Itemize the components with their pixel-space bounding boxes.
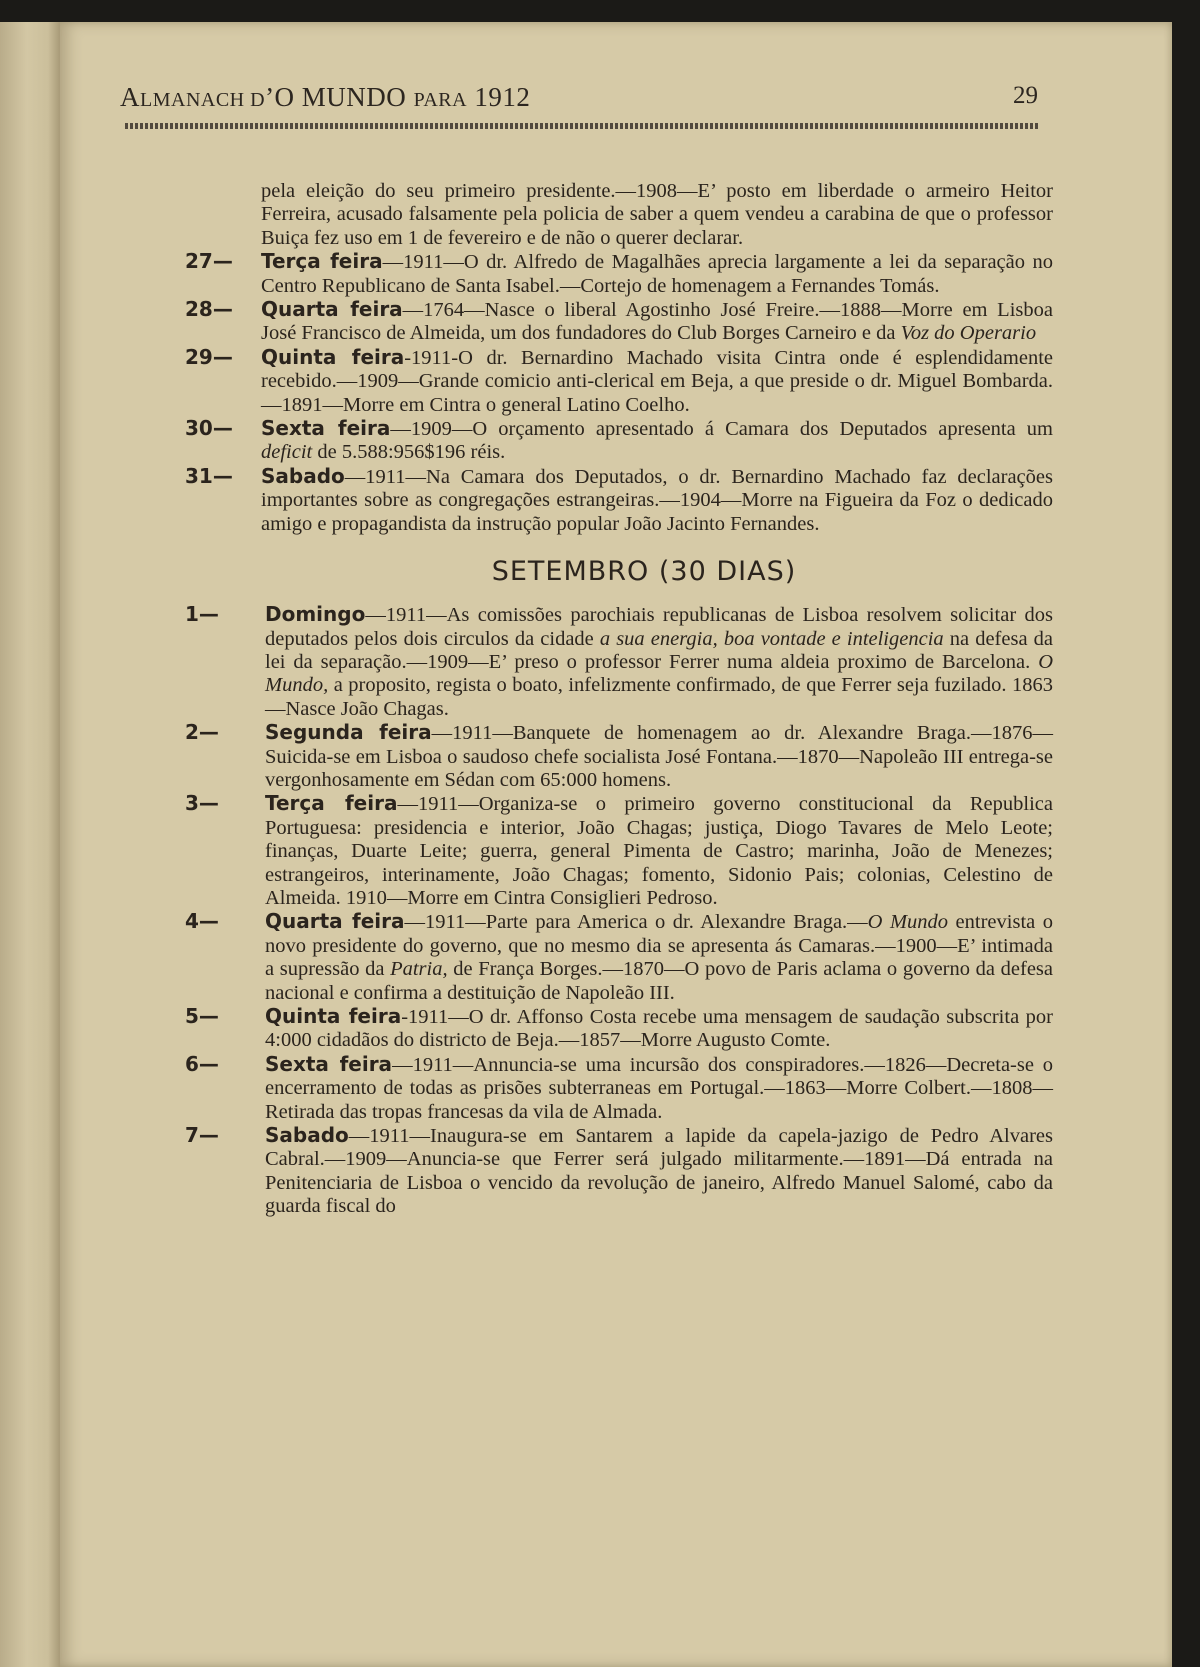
entry-text-after: entrevista o novo presidente do governo, que no mesmo dia se apresenta ás Camaras.—1900—E’ intimada a supressão da [265, 911, 1053, 981]
september-entries [185, 603, 1053, 1219]
running-title-mundo: ’O MUNDO [265, 82, 414, 112]
entry-italic: O Mundo [867, 911, 949, 934]
day-number: 2— [185, 720, 219, 745]
day-number: 7— [185, 1123, 219, 1148]
day-number: 4— [185, 909, 219, 934]
day-entry-2 [185, 721, 1053, 792]
day-entry-31 [185, 465, 1053, 536]
day-entry-5 [185, 1005, 1053, 1053]
entry-italic-2: O Mundo, [265, 650, 1053, 697]
weekday: Terça feira [261, 249, 383, 274]
weekday: Terça feira [265, 791, 398, 816]
day-entry-7 [185, 1124, 1053, 1219]
day-number: 3— [185, 791, 219, 816]
day-number: 31— [185, 463, 233, 488]
weekday: Sabado [265, 1123, 349, 1148]
entry-text: —1911—Banquete de homenagem ao dr. Alexandre Braga.—1876—Suicida-se em Lisboa o saudoso chefe socialista José Fontana.—1870—Napoleão III entrega-se vergonhosamente em Sédan com 65:000 homens. [265, 722, 1053, 791]
entry-text: —1911—Inaugura-se em Santarem a lapide da capela-jazigo de Pedro Alvares Cabral.—1909—Anuncia-se que Ferrer será julgado militarmente.—1891—Dá entrada na Penitenciaria de Lisboa o vencido da revolução de janeiro, Alfredo Manuel Salomé, cabo da guarda fiscal do [265, 1125, 1053, 1218]
day-number: 28— [185, 297, 233, 322]
day-entry-29 [185, 346, 1053, 417]
weekday: Sexta feira [261, 416, 391, 441]
entry-text: —1911—Annuncia-se uma incursão dos conspiradores.—1826—Decreta-se o encerramento de todas as prisões subterraneas em Portugal.—1863—Morre Colbert.—1808—Retirada das tropas francesas da vila de Almada. [265, 1053, 1053, 1123]
day-number: 29— [185, 344, 233, 369]
page-content [185, 180, 1053, 1219]
entry-text: -1911—O dr. Affonso Costa recebe uma mensagem de saudação subscrita por 4:000 cidadãos do districto de Beja.—1857—Morre Augusto Comte. [265, 1006, 1053, 1052]
day-entry-1 [185, 603, 1053, 721]
day-entry-3 [185, 792, 1053, 910]
book-spine [0, 22, 60, 1667]
entry-text: —1909—O orçamento apresentado á Camara dos Deputados apresenta um [390, 418, 1053, 441]
entry-italic: a sua energia, boa vontade e inteligencia [599, 627, 944, 650]
entry-text: —1911—As comissões parochiais republicanas de Lisboa resolvem solicitar dos deputados pelos dois circulos da cidade [265, 604, 1053, 650]
day-entry-4 [185, 910, 1053, 1005]
entry-italic: Voz do Operario [900, 322, 1037, 345]
weekday: Domingo [265, 602, 366, 627]
entry-text: —1911—Organiza-se o primeiro governo constitucional da Republica Portuguesa: presidencia e interior, João Chagas; justiça, Diogo Tavares de Melo Leote; finanças, Duarte Leite; guerra, general Pimenta de Castro; marinha, João de Menezes; estrangeiros, interinamente, João Chagas; fomento, Sidonio Pais; colonias, Celestino de Almeida. 1910—Morre em Cintra Consiglieri Pedroso. [265, 793, 1053, 909]
section-title-september: SETEMBRO (30 DIAS) [491, 556, 797, 588]
running-title-smallcaps: LMANACH D [140, 89, 266, 111]
day-number: 5— [185, 1004, 219, 1028]
weekday: Quinta feira [265, 1004, 402, 1028]
weekday: Quinta feira [261, 344, 405, 369]
running-title-initial: A [120, 82, 140, 112]
entry-text: —1911—Na Camara dos Deputados, o dr. Bernardino Machado faz declarações importantes sobre as congregações estrangeiras.—1904—Morre na Figueira da Foz o dedicado amigo e propagandista da instrução popular João Jacinto Fernandes. [261, 465, 1053, 535]
day-entry-30 [185, 417, 1053, 465]
running-title-para: PARA [413, 89, 468, 111]
header-rule [125, 123, 1040, 129]
weekday: Quarta feira [265, 909, 405, 934]
entry-text-after: de 5.588:956$196 réis. [312, 441, 506, 464]
weekday: Segunda feira [265, 720, 432, 745]
page-header [120, 82, 1040, 116]
entry-text: —1911—Parte para America o dr. Alexandre Braga.— [404, 911, 868, 934]
day-entry-6 [185, 1053, 1053, 1124]
running-title-year: 1912 [467, 82, 531, 112]
entry-text-after-2: a proposito, regista o boato, infelizmente confirmado, de que Ferrer seja fuzilado. 1863—Nasce João Chagas. [265, 674, 1053, 720]
running-title [120, 82, 530, 113]
entry-text: —1764—Nasce o liberal Agostinho José Freire.—1888—Morre em Lisboa José Francisco de Almeida, um dos fundadores do Club Borges Carneiro e da [261, 299, 1053, 345]
weekday: Sexta feira [265, 1051, 393, 1076]
day-number: 27— [185, 249, 233, 274]
weekday: Sabado [261, 463, 345, 488]
day-entry-27 [185, 250, 1053, 298]
day-number: 6— [185, 1051, 219, 1076]
continued-paragraph: pela eleição do seu primeiro presidente.—1908—E’ posto em liberdade o armeiro Heitor Ferreira, acusado falsamente pela policia de saber a quem vendeu a carabina de que o professor Buiça fez uso em 1 de fevereiro e de não o querer declarar. [261, 180, 1053, 249]
day-number: 1— [185, 602, 219, 627]
day-entry-28 [185, 298, 1053, 346]
entry-text-after: na defesa da lei da separação.—1909—E’ preso o professor Ferrer numa aldeia proximo de Barcelona. [265, 627, 1053, 673]
entry-italic: deficit [261, 441, 313, 464]
page-number: 29 [1013, 82, 1038, 109]
entry-text: -1911-O dr. Bernardino Machado visita Cintra onde é esplendidamente recebido.—1909—Grande comicio anti-clerical em Beja, a que preside o dr. Miguel Bombarda.—1891—Morre em Cintra o general Latino Coelho. [261, 346, 1053, 416]
entry-italic-2: Patria, [390, 958, 448, 981]
day-number: 30— [185, 416, 233, 441]
weekday: Quarta feira [261, 297, 403, 322]
entry-text-after-2: de França Borges.—1870—O povo de Paris aclama o governo da defesa nacional e confirma a destituição de Napoleão III. [265, 958, 1053, 1004]
entry-text: —1911—O dr. Alfredo de Magalhães aprecia largamente a lei da separação no Centro Republicano de Santa Isabel.—Cortejo de homenagem a Fernandes Tomás. [261, 251, 1053, 297]
